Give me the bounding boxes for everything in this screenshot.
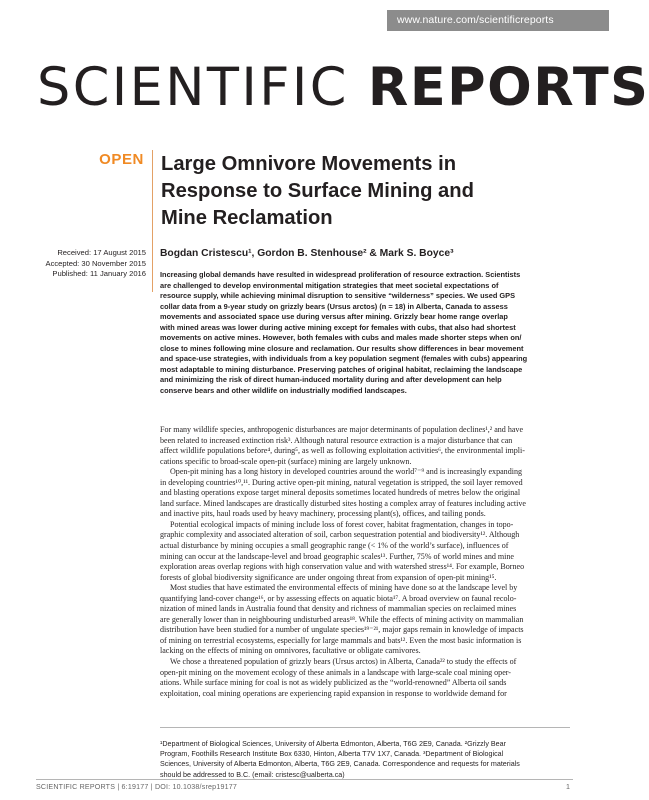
- body-line: actual disturbance by mining occupies a small geographic range (< 1% of the world’s surface), influences of: [160, 541, 509, 551]
- body-line: exploration areas overlap regions with high conservation value and with watershed stress¹⁴. For example, Borneo: [160, 562, 525, 572]
- abstract-line: and minimizing the risk of direct human-induced mortality during and after development can help: [160, 375, 502, 385]
- footnote-line: Program, Foothills Research Institute Box 6330, Hinton, Alberta T7V 1X7, Canada. ³Department of Biological: [160, 750, 504, 759]
- abstract-line: movements on active mines. However, both females with cubs and males made shorter steps when on/: [160, 333, 522, 343]
- masthead-scientific: SCIENTIFIC: [37, 57, 368, 118]
- body-line: cations specific to broad-scale open-pit (surface) mining are largely unknown.: [160, 456, 412, 466]
- masthead-reports: REPORTS: [367, 57, 649, 118]
- abstract: [160, 270, 570, 397]
- body-line: been related to increased extinction risk³. Although natural resource extraction is a major disturbance that can: [160, 435, 513, 445]
- title-line: Large Omnivore Movements in: [161, 153, 457, 175]
- body-line: exploitation, coal mining operations are experiencing rapid expansion in response to worldwide demand for: [160, 688, 507, 698]
- abstract-line: collar data from a 9-year study on grizzly bears (Ursus arctos) (n = 18) in Alberta, Canada to assess: [160, 301, 508, 311]
- affiliations-footnote: [160, 739, 572, 780]
- page-number: 1: [566, 783, 570, 791]
- body-line: distribution have been studied for a number of ungulate species¹⁹⁻²¹, major gaps remain in knowledge of impacts: [160, 625, 524, 635]
- journal-url-banner[interactable]: www.nature.com/scientificreports: [387, 10, 609, 31]
- body-line: Potential ecological impacts of mining include loss of forest cover, habitat fragmentation, changes in topo-: [170, 519, 514, 529]
- body-line: affect wildlife populations before⁴, during⁵, as well as following exploitation activities⁶, the environmental impli-: [160, 446, 525, 456]
- body-line: and inactive pits, haul roads used by heavy machinery, processing plant(s), offices, and tailing ponds.: [160, 509, 486, 519]
- body-line: open-pit mining on the movement ecology of these animals in a landscape with large-scale coal mining oper-: [160, 667, 511, 677]
- received-date: Received: 17 August 2015: [57, 248, 146, 257]
- body-line: of mining on terrestrial ecosystems, especially for large mammals and bats¹². Even the most basic information is: [160, 635, 522, 645]
- body-line: in developing countries¹⁰,¹¹. During active open-pit mining, natural vegetation is stripped, the soil layer removed: [160, 477, 523, 487]
- body-line: Most studies that have estimated the environmental effects of mining have done so at the landscape level by: [170, 583, 518, 593]
- footer-citation: SCIENTIFIC REPORTS | 6:19177 | DOI: 10.1038/srep19177: [36, 783, 238, 791]
- footer-divider: [36, 779, 573, 780]
- abstract-line: resource supply, while achieving minimal disruption to sensitive “wilderness” species. We used GPS: [160, 291, 515, 301]
- body-line: nization of mined lands in Australia found that density and richness of mammalian species on reclaimed mines: [160, 604, 517, 614]
- body-line: land surface. Mined landscapes are drastically disturbed sites hosting a complex array of features including active: [160, 498, 527, 508]
- body-line: forests of global biodiversity significance are under ongoing threat from expansion of open-pit mining¹⁵.: [160, 572, 497, 582]
- article-title: [161, 151, 601, 232]
- title-divider: [152, 150, 153, 292]
- title-line: Mine Reclamation: [161, 207, 333, 229]
- abstract-line: are challenged to develop environmental mitigation strategies that meet societal expectations of: [160, 280, 499, 290]
- publication-dates: [36, 248, 146, 280]
- abstract-line: close to mines following mine closure and reclamation. Our results show differences in bear movement: [160, 343, 524, 353]
- body-line: and blasting operations expose target mineral deposits sometimes located hundreds of metres below the original: [160, 488, 521, 498]
- published-date: Published: 11 January 2016: [52, 269, 146, 278]
- body-line: lacking on the effects of mining on omnivores, facultative or obligate carnivores.: [160, 646, 421, 656]
- footnote-line: should be addressed to B.C. (email: cristesc@ualberta.ca): [160, 770, 345, 779]
- body-line: are generally lower than in neighbouring undisturbed areas¹⁸. While the effects of mining activity on mammalian: [160, 614, 524, 624]
- journal-masthead: [37, 56, 649, 120]
- body-line: mining can occur at the landscape-level and broad geographic scales¹³. Further, 75% of world mines and mine: [160, 551, 514, 561]
- abstract-line: most adaptable to mining disturbance. Preserving patches of original habitat, reclaiming the landscape: [160, 364, 523, 374]
- article-body: [160, 425, 572, 699]
- body-line: Open-pit mining has a long history in developed countries around the world⁷⁻⁹ and is increasingly expanding: [170, 467, 523, 477]
- title-line: Response to Surface Mining and: [161, 180, 474, 202]
- body-line: We chose a threatened population of grizzly bears (Ursus arctos) in Alberta, Canada²² to study the effects of: [170, 657, 517, 667]
- footnote-line: Sciences, University of Alberta Edmonton, Alberta, T6G 2E9, Canada. Correspondence and requests for materials: [160, 760, 520, 769]
- open-access-label: OPEN: [99, 151, 144, 168]
- footnote-line: ¹Department of Biological Sciences, University of Alberta Edmonton, Alberta, T6G 2E9, Canada. ²Grizzly Bear: [160, 740, 506, 748]
- abstract-line: Increasing global demands have resulted in widespread proliferation of resource extraction. Scientists: [160, 270, 521, 279]
- footnote-divider: [160, 727, 570, 728]
- abstract-line: and space-use strategies, with individuals from a key population segment (females with cubs) appearing: [160, 354, 528, 364]
- abstract-line: with mined areas was lower during active mining except for females with cubs, that also had shortest: [160, 322, 516, 332]
- body-line: For many wildlife species, anthropogenic disturbances are major determinants of population declines¹,² and have: [160, 425, 524, 434]
- body-line: quantifying land-cover change¹⁶, or by assessing effects on aquatic biota¹⁷. A broad overview on faunal recolo-: [160, 593, 517, 603]
- accepted-date: Accepted: 30 November 2015: [45, 258, 146, 268]
- abstract-line: conserve bears and other wildlife on industrially modified landscapes.: [160, 386, 407, 396]
- body-line: graphic complexity and associated alteration of soil, carbon sequestration potential and biodiversity¹². Although: [160, 530, 520, 540]
- abstract-line: movements and associated space use during versus after mining. Grizzly bear home range overlap: [160, 312, 508, 322]
- body-line: ations. While surface mining for coal is not as widely publicized as the “world-renowned” Alberta oil sands: [160, 678, 507, 688]
- author-list: Bogdan Cristescu¹, Gordon B. Stenhouse² & Mark S. Boyce³: [160, 248, 454, 259]
